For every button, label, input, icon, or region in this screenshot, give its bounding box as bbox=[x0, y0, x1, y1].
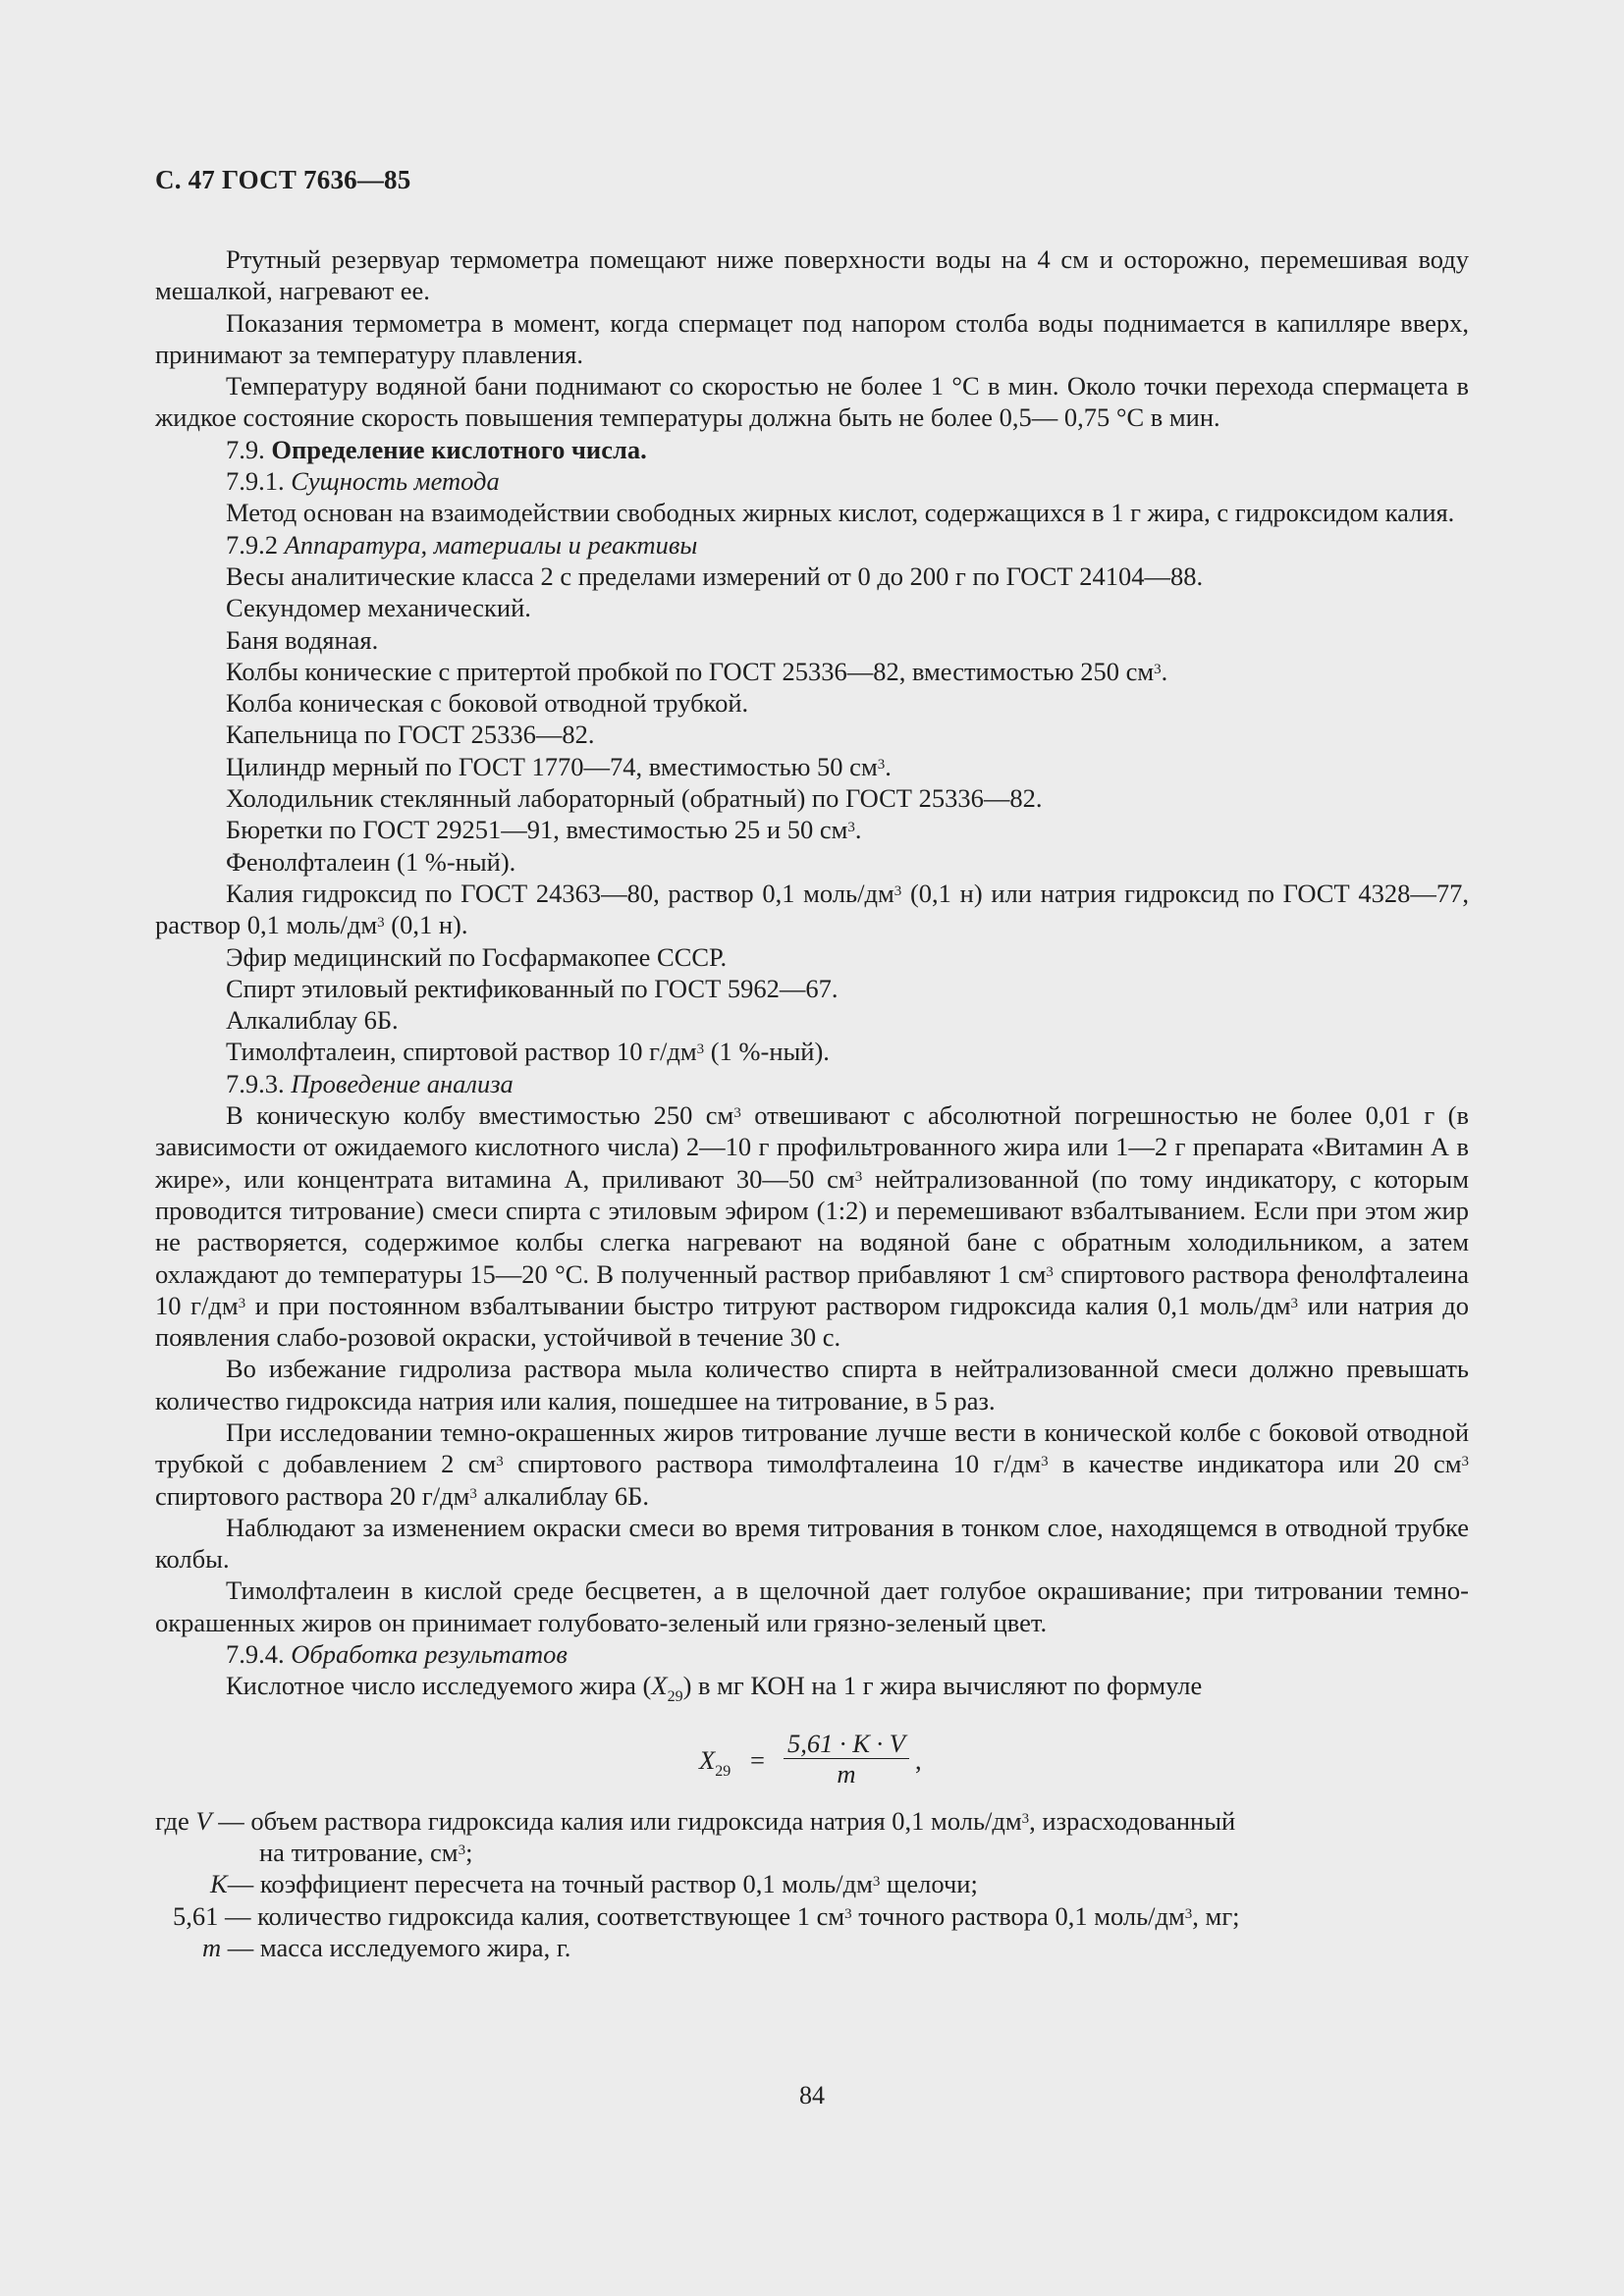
equipment-item: Баня водяная. bbox=[226, 624, 379, 655]
paragraph: Во избежание гидролиза раствора мыла количество спирта в нейтрализованной смеси должно превышать количество гидроксида натрия или калия, пошедшее на титрование, в 5 раз. bbox=[155, 1354, 1469, 1415]
item-text: (0,1 н). bbox=[384, 910, 468, 940]
superscript: 3 bbox=[377, 915, 385, 932]
superscript: 3 bbox=[496, 1454, 504, 1470]
definition-k bbox=[155, 1868, 1469, 1899]
paragraph bbox=[155, 1099, 1469, 1353]
equipment-item bbox=[155, 656, 1469, 687]
formula-denominator: m bbox=[837, 1758, 856, 1789]
item-text: Колбы конические с притертой пробкой по ГОСТ 25336—82, вместимостью 250 см bbox=[226, 656, 1155, 686]
paragraph: Показания термометра в момент, когда спермацет под напором столба воды поднимается в капилляре вверх, принимают за температуру плавления. bbox=[155, 307, 1469, 369]
superscript: 3 bbox=[238, 1295, 246, 1311]
equipment-item: Фенолфталеин (1 %-ный). bbox=[226, 846, 516, 877]
section-number: 7.9.2 bbox=[226, 529, 278, 560]
text-run: алкалиблау 6Б. bbox=[476, 1480, 650, 1511]
superscript: 3 bbox=[847, 820, 855, 836]
section-title: Сущность метода bbox=[291, 466, 500, 497]
section-title: Проведение анализа bbox=[291, 1068, 514, 1098]
superscript: 3 bbox=[1041, 1454, 1049, 1470]
item-text: (1 %-ный). bbox=[704, 1037, 830, 1067]
text-run: отвешивают с абсолютной погрешностью не более 0,01 г (в зависимости от ожидаемого кислотного числа) 2—10 г профильтрованного жира или 1—2 г препарата «Витамин А в жире», или концентрата витамина А, приливают 30—50 см bbox=[155, 1100, 1469, 1194]
definition-text: на титрование, см bbox=[259, 1837, 459, 1867]
superscript: 3 bbox=[1046, 1263, 1054, 1280]
equipment-item: Секундомер механический. bbox=[226, 593, 531, 623]
paragraph bbox=[155, 1670, 1469, 1706]
formula-equals: = bbox=[750, 1744, 765, 1775]
symbol: V bbox=[195, 1805, 212, 1836]
item-text: (0,1 н) или натрия гидроксид по ГОСТ 4328—77, раствор 0,1 моль/дм bbox=[155, 878, 1469, 940]
section-title: Аппаратура, материалы и реактивы bbox=[284, 529, 698, 560]
text-run: ) в мг КОН на 1 г жира вычисляют по формуле bbox=[682, 1671, 1203, 1701]
definition-v bbox=[155, 1805, 1469, 1837]
superscript: 3 bbox=[893, 882, 902, 899]
paragraph: Тимолфталеин в кислой среде бесцветен, а в щелочной дает голубое окрашивание; при титровании темно-окрашенных жиров он принимает голубовато-зеленый или грязно-зеленый цвет. bbox=[155, 1575, 1469, 1637]
definition-561 bbox=[155, 1900, 1469, 1932]
definition-v-continued bbox=[155, 1837, 1469, 1868]
definition-text: — коэффициент пересчета на точный раствор 0,1 моль/дм bbox=[227, 1869, 873, 1899]
item-text: Цилиндр мерный по ГОСТ 1770—74, вместимостью 50 см bbox=[226, 751, 878, 781]
formula-lhs bbox=[699, 1744, 731, 1781]
paragraph bbox=[155, 1416, 1469, 1512]
section-number: 7.9.4. bbox=[226, 1639, 285, 1670]
formula-subscript: 29 bbox=[715, 1762, 731, 1780]
formula-numerator: 5,61 · K · V bbox=[787, 1728, 905, 1758]
variable: X bbox=[651, 1671, 668, 1701]
section-number: 7.9.3. bbox=[226, 1068, 285, 1098]
symbol: 5,61 bbox=[173, 1900, 219, 1931]
equipment-item: Эфир медицинский по Госфармакопее СССР. bbox=[226, 941, 728, 972]
formula-comma: , bbox=[915, 1744, 922, 1775]
where-word: где bbox=[155, 1805, 189, 1836]
section-number: 7.9.1. bbox=[226, 466, 285, 497]
definition-text: точного раствора 0,1 моль/дм bbox=[851, 1900, 1185, 1931]
equipment-item bbox=[155, 751, 1469, 782]
superscript: 3 bbox=[877, 756, 886, 773]
symbol: m bbox=[202, 1932, 222, 1962]
section-title: Обработка результатов bbox=[291, 1639, 568, 1670]
superscript: 3 bbox=[696, 1041, 705, 1058]
definition-m bbox=[155, 1932, 1469, 1963]
item-text: . bbox=[1161, 656, 1168, 686]
subscript: 29 bbox=[667, 1688, 683, 1706]
superscript: 3 bbox=[1461, 1454, 1469, 1470]
equipment-item: Капельница по ГОСТ 25336—82. bbox=[226, 720, 595, 750]
item-text: Калия гидроксид по ГОСТ 24363—80, раствор 0,1 моль/дм bbox=[226, 878, 894, 908]
text-run: При исследовании темно-окрашенных жиров титрование лучше вести в конической колбе с боковой отводной трубкой с добавлением 2 см bbox=[155, 1416, 1469, 1479]
text-run: В коническую колбу вместимостью 250 см bbox=[226, 1100, 734, 1131]
text-run: спиртового раствора 20 г/дм bbox=[155, 1480, 470, 1511]
section-heading-7-9-2 bbox=[155, 529, 1469, 561]
equipment-item bbox=[155, 1036, 1469, 1067]
symbol: K bbox=[210, 1869, 228, 1899]
item-text: . bbox=[885, 751, 892, 781]
superscript: 3 bbox=[1290, 1295, 1299, 1311]
superscript: 3 bbox=[1154, 661, 1162, 677]
superscript: 3 bbox=[469, 1485, 477, 1502]
item-text: Бюретки по ГОСТ 29251—91, вместимостью 25 и 50 см bbox=[226, 815, 848, 845]
section-number: 7.9. bbox=[226, 434, 265, 464]
page-number: 84 bbox=[799, 2081, 825, 2109]
superscript: 3 bbox=[1021, 1810, 1030, 1827]
formula-variable: X bbox=[699, 1744, 716, 1775]
definition-text: — объем раствора гидроксида калия или гидроксида натрия 0,1 моль/дм bbox=[211, 1805, 1022, 1836]
text-run: спиртового раствора фенолфталеина 10 г/дм bbox=[155, 1258, 1469, 1320]
text-run: в качестве индикатора или 20 см bbox=[1048, 1449, 1462, 1479]
formula-fraction bbox=[782, 1729, 911, 1789]
paragraph: Температуру водяной бани поднимают со скоростью не более 1 °С в мин. Около точки перехода спермацета в жидкое состояние скорость повышения температуры должна быть не более 0,5— 0,75 °С в мин. bbox=[155, 371, 1469, 433]
equipment-item bbox=[155, 814, 1469, 845]
superscript: 3 bbox=[733, 1105, 741, 1122]
formula-definitions bbox=[155, 1805, 1469, 1963]
superscript: 3 bbox=[1184, 1905, 1193, 1922]
item-text: . bbox=[854, 815, 862, 845]
section-title: Определение кислотного числа. bbox=[271, 434, 647, 464]
equipment-item: Колба коническая с боковой отводной трубкой. bbox=[226, 688, 749, 719]
definition-text: — масса исследуемого жира, г. bbox=[221, 1932, 571, 1962]
text-run: и при постоянном взбалтывании быстро титруют раствором гидроксида калия 0,1 моль/дм bbox=[245, 1290, 1291, 1320]
paragraph: Наблюдают за изменением окраски смеси во время титрования в тонком слое, находящемся в отводной трубке колбы. bbox=[155, 1512, 1469, 1575]
formula-block bbox=[155, 1707, 1469, 1805]
text-run: спиртового раствора тимолфталеина 10 г/дм bbox=[503, 1449, 1042, 1479]
page-header: С. 47 ГОСТ 7636—85 bbox=[155, 165, 411, 194]
equipment-item: Весы аналитические класса 2 с пределами измерений от 0 до 200 г по ГОСТ 24104—88. bbox=[226, 561, 1204, 591]
definition-text: щелочи; bbox=[880, 1869, 978, 1899]
section-heading-7-9 bbox=[155, 434, 1469, 465]
definition-text: — количество гидроксида калия, соответствующее 1 см bbox=[218, 1900, 845, 1931]
definition-text: , мг; bbox=[1192, 1900, 1240, 1931]
text-run: или натрия до появления слабо-розовой окраски, устойчивой в течение 30 с. bbox=[155, 1290, 1470, 1353]
superscript: 3 bbox=[458, 1842, 466, 1858]
superscript: 3 bbox=[854, 1168, 863, 1185]
section-heading-7-9-3 bbox=[155, 1068, 1469, 1099]
paragraph: Метод основан на взаимодействии свободных жирных кислот, содержащихся в 1 г жира, с гидроксидом калия. bbox=[226, 498, 1455, 528]
superscript: 3 bbox=[844, 1905, 852, 1922]
equipment-item: Холодильник стеклянный лабораторный (обратный) по ГОСТ 25336—82. bbox=[226, 783, 1043, 814]
equipment-item bbox=[155, 878, 1469, 941]
item-text: Тимолфталеин, спиртовой раствор 10 г/дм bbox=[226, 1037, 697, 1067]
definition-text: ; bbox=[465, 1837, 473, 1867]
section-heading-7-9-4 bbox=[155, 1638, 1469, 1670]
document-body bbox=[155, 243, 1469, 1963]
equipment-item: Алкалиблау 6Б. bbox=[226, 1005, 399, 1036]
section-heading-7-9-1 bbox=[155, 465, 1469, 497]
superscript: 3 bbox=[872, 1874, 881, 1891]
text-run: Кислотное число исследуемого жира ( bbox=[226, 1671, 652, 1701]
definition-text: , израсходованный bbox=[1029, 1805, 1236, 1836]
paragraph: Ртутный резервуар термометра помещают ниже поверхности воды на 4 см и осторожно, перемешивая воду мешалкой, нагревают ее. bbox=[155, 244, 1469, 306]
equipment-item: Спирт этиловый ректификованный по ГОСТ 5962—67. bbox=[226, 973, 839, 1003]
text-run: нейтрализованной (по тому индикатору, с которым проводится титрование) смеси спирта с этиловым эфиром (1:2) и перемешивают взбалтыванием. Если при этом жир не растворяется, содержимое колбы слегка нагревают на водяной бане с обратным холодильником, а затем охлаждают до температуры 15—20 °С. В полученный раствор прибавляют 1 см bbox=[155, 1163, 1469, 1289]
formula bbox=[699, 1729, 1092, 1788]
